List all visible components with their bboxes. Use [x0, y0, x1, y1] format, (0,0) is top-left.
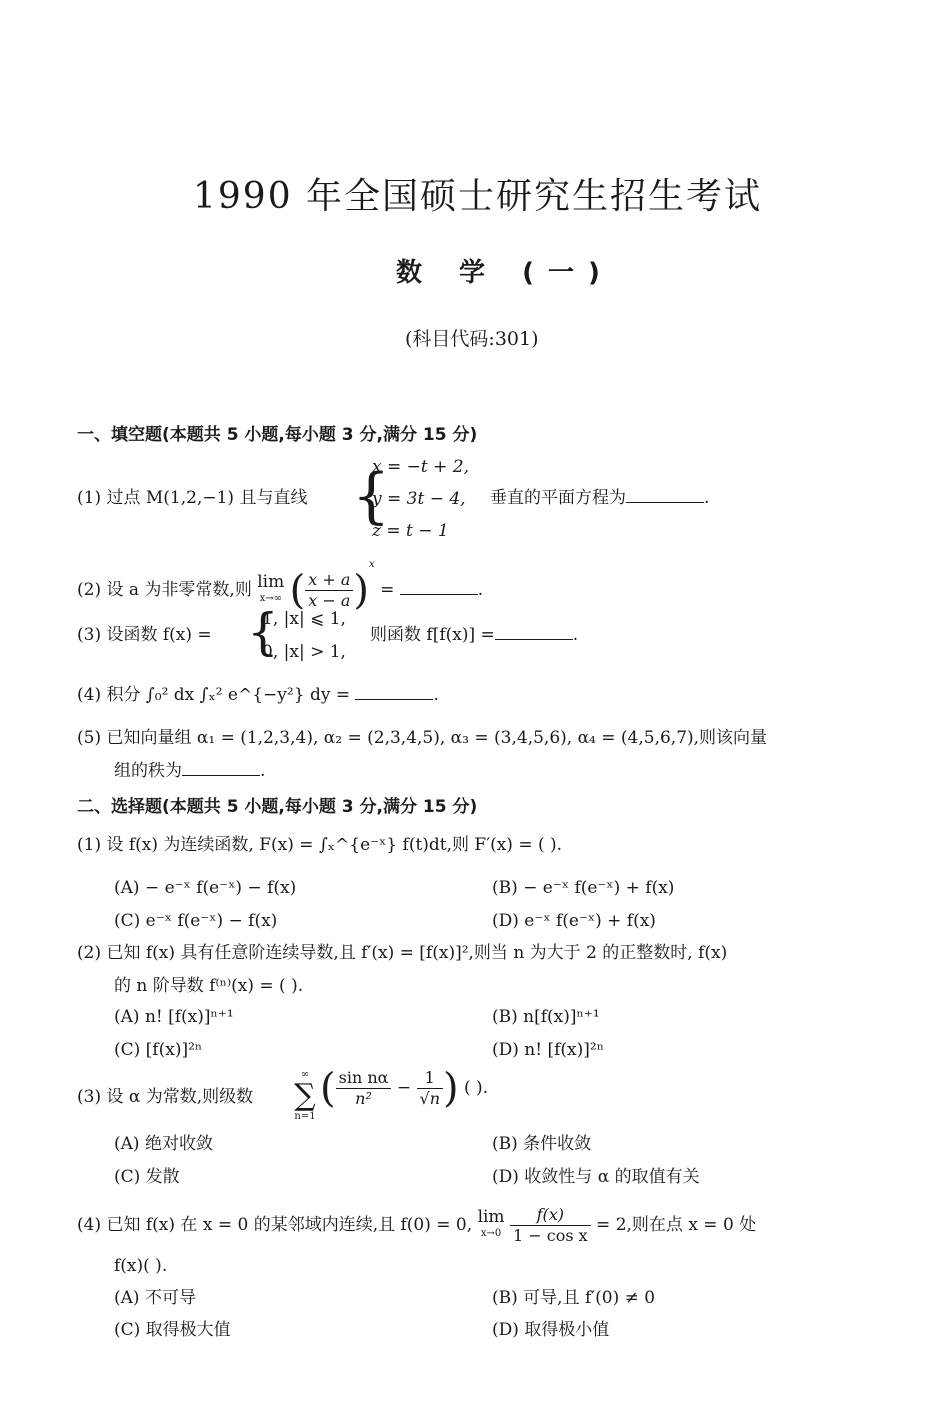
s1-q1-eq-1: x = −t + 2,: [372, 457, 469, 477]
lim-label: lim: [477, 1207, 505, 1227]
denominator: x − a: [308, 591, 351, 610]
numerator: f(x): [510, 1205, 591, 1226]
s2-q2-option-b: (B) n[f(x)]ⁿ⁺¹: [492, 1007, 600, 1027]
sum-symbol: ∑: [294, 1078, 316, 1113]
s2-q2-option-d: (D) n! [f(x)]²ⁿ: [492, 1040, 605, 1060]
s1-q5-line-2-wrap: 组的秩为 .: [114, 761, 266, 781]
exponent: x: [369, 559, 375, 570]
s2-q4-option-b: (B) 可导,且 f′(0) ≠ 0: [492, 1288, 656, 1308]
s2-q4-option-c: (C) 取得极大值: [114, 1320, 231, 1340]
minus: −: [396, 1078, 412, 1098]
s1-q1-prefix: (1) 过点 M(1,2,−1) 且与直线: [77, 488, 308, 508]
s2-q3-suffix: ( ).: [464, 1078, 489, 1098]
s2-q2-option-a: (A) n! [f(x)]ⁿ⁺¹: [114, 1007, 234, 1027]
s2-q1-option-a: (A) − e⁻ˣ f(e⁻ˣ) − f(x): [114, 878, 297, 898]
s2-q4-option-d: (D) 取得极小值: [492, 1320, 610, 1340]
s2-q4-option-a: (A) 不可导: [114, 1288, 196, 1308]
s1-q4: (4) 积分 ∫₀² dx ∫ₓ² e^{−y²} dy = .: [77, 685, 439, 705]
denominator-2: √n: [419, 1089, 440, 1108]
s2-q4-limit: [477, 1207, 505, 1241]
denominator: 1 − cos x: [512, 1226, 588, 1245]
section-1-heading: 一、填空题(本题共 5 小题,每小题 3 分,满分 15 分): [77, 425, 478, 445]
right-paren: ): [353, 567, 370, 614]
denominator-1: n²: [355, 1089, 372, 1108]
equals: =: [380, 580, 395, 600]
s1-q4-prefix: (4) 积分: [77, 685, 141, 705]
sum-lower: n=1: [294, 1111, 316, 1122]
s1-q2: (2) 设 a 为非零常数,则 lim x→∞ ( $\frac{x + a}{x - a}$ )$^x$ = .: [77, 559, 484, 614]
s1-q3-case-2: 0, |x| > 1,: [262, 642, 346, 662]
page-title: 1990 年全国硕士研究生招生考试: [193, 176, 763, 217]
s1-q4-integral: ∫₀² dx ∫ₓ² e^{−y²} dy =: [145, 685, 351, 705]
s1-q1-brace: {: [352, 461, 391, 531]
fraction-1: [336, 1068, 392, 1109]
s2-q1-option-b: (B) − e⁻ˣ f(e⁻ˣ) + f(x): [492, 878, 675, 898]
lim-subscript: x→∞: [259, 593, 282, 604]
s1-q1-system: [372, 451, 469, 547]
s2-q2-line-1: (2) 已知 f(x) 具有任意阶连续导数,且 f′(x) = [f(x)]²,则当 n 为大于 2 的正整数时, f(x): [77, 943, 728, 963]
left-paren: (: [289, 567, 306, 614]
s2-q3-prefix: (3) 设 α 为常数,则级数: [77, 1087, 254, 1107]
s2-q4-line-2: f(x)( ).: [114, 1256, 168, 1276]
s1-q1-suffix-line: 垂直的平面方程为 .: [490, 488, 710, 508]
s1-q1-suffix: 垂直的平面方程为: [490, 488, 626, 508]
s1-q3-brace: {: [247, 603, 279, 661]
s1-q3-prefix: (3) 设函数 f(x) =: [77, 625, 212, 645]
s2-q4-prefix: (4) 已知 f(x) 在 x = 0 的某邻域内连续,且 f(0) = 0,: [77, 1215, 473, 1235]
numerator-1: sin nα: [336, 1068, 392, 1089]
s2-q2-line-2: 的 n 阶导数 f⁽ⁿ⁾(x) = ( ).: [114, 976, 304, 996]
numerator-2: 1: [417, 1068, 444, 1089]
page-subtitle: 数 学 (一): [396, 258, 614, 288]
s1-q1-eq-3: z = t − 1: [372, 521, 449, 541]
s1-q3-case-1: 1, |x| ⩽ 1,: [262, 609, 346, 629]
s1-q2-prefix: (2) 设 a 为非零常数,则: [77, 580, 252, 600]
s1-q5-line-2: 组的秩为: [114, 761, 182, 781]
s2-q3-summation: [292, 1070, 318, 1122]
s2-q3-expression: [320, 1065, 489, 1112]
s2-q4-suffix: = 2,则在点 x = 0 处: [596, 1215, 757, 1235]
s2-q3-option-d: (D) 收敛性与 α 的取值有关: [492, 1167, 700, 1187]
s2-q1-option-c: (C) e⁻ˣ f(e⁻ˣ) − f(x): [114, 911, 278, 931]
s2-q4-line-1: [77, 1205, 756, 1246]
section-2-heading: 二、选择题(本题共 5 小题,每小题 3 分,满分 15 分): [77, 797, 478, 817]
answer-blank: [495, 625, 573, 640]
s2-q3-option-a: (A) 绝对收敛: [114, 1134, 213, 1154]
sum-upper: ∞: [300, 1069, 310, 1080]
answer-blank: [355, 685, 433, 700]
left-paren: (: [320, 1065, 336, 1112]
fraction-2: [417, 1068, 444, 1109]
s2-q4-fraction: [510, 1205, 591, 1246]
answer-blank: [400, 580, 478, 595]
s2-q3-option-b: (B) 条件收敛: [492, 1134, 592, 1154]
s2-q1-option-d: (D) e⁻ˣ f(e⁻ˣ) + f(x): [492, 911, 656, 931]
s2-q3-option-c: (C) 发散: [114, 1167, 180, 1187]
s1-q3-suffix-line: 则函数 f[f(x)] = .: [370, 625, 579, 645]
s1-q3-suffix: 则函数 f[f(x)] =: [370, 625, 495, 645]
s1-q5-line-1: (5) 已知向量组 α₁ = (1,2,3,4), α₂ = (2,3,4,5), α₃ = (3,4,5,6), α₄ = (4,5,6,7),则该向量: [77, 728, 768, 748]
right-paren: ): [443, 1065, 459, 1112]
answer-blank: [182, 761, 260, 776]
s2-q1-stem: (1) 设 f(x) 为连续函数, F(x) = ∫ₓ^{e⁻ˣ} f(t)dt,则 F′(x) = ( ).: [77, 835, 563, 855]
s1-q1-eq-2: y = 3t − 4,: [372, 489, 466, 509]
numerator: x + a: [305, 570, 353, 591]
lim-subscript: x→0: [480, 1228, 502, 1239]
s2-q2-option-c: (C) [f(x)]²ⁿ: [114, 1040, 203, 1060]
answer-blank: [626, 488, 704, 503]
lim-label: lim: [257, 572, 285, 592]
subject-code: (科目代码:301): [405, 328, 539, 350]
s1-q2-fraction: [305, 570, 353, 611]
